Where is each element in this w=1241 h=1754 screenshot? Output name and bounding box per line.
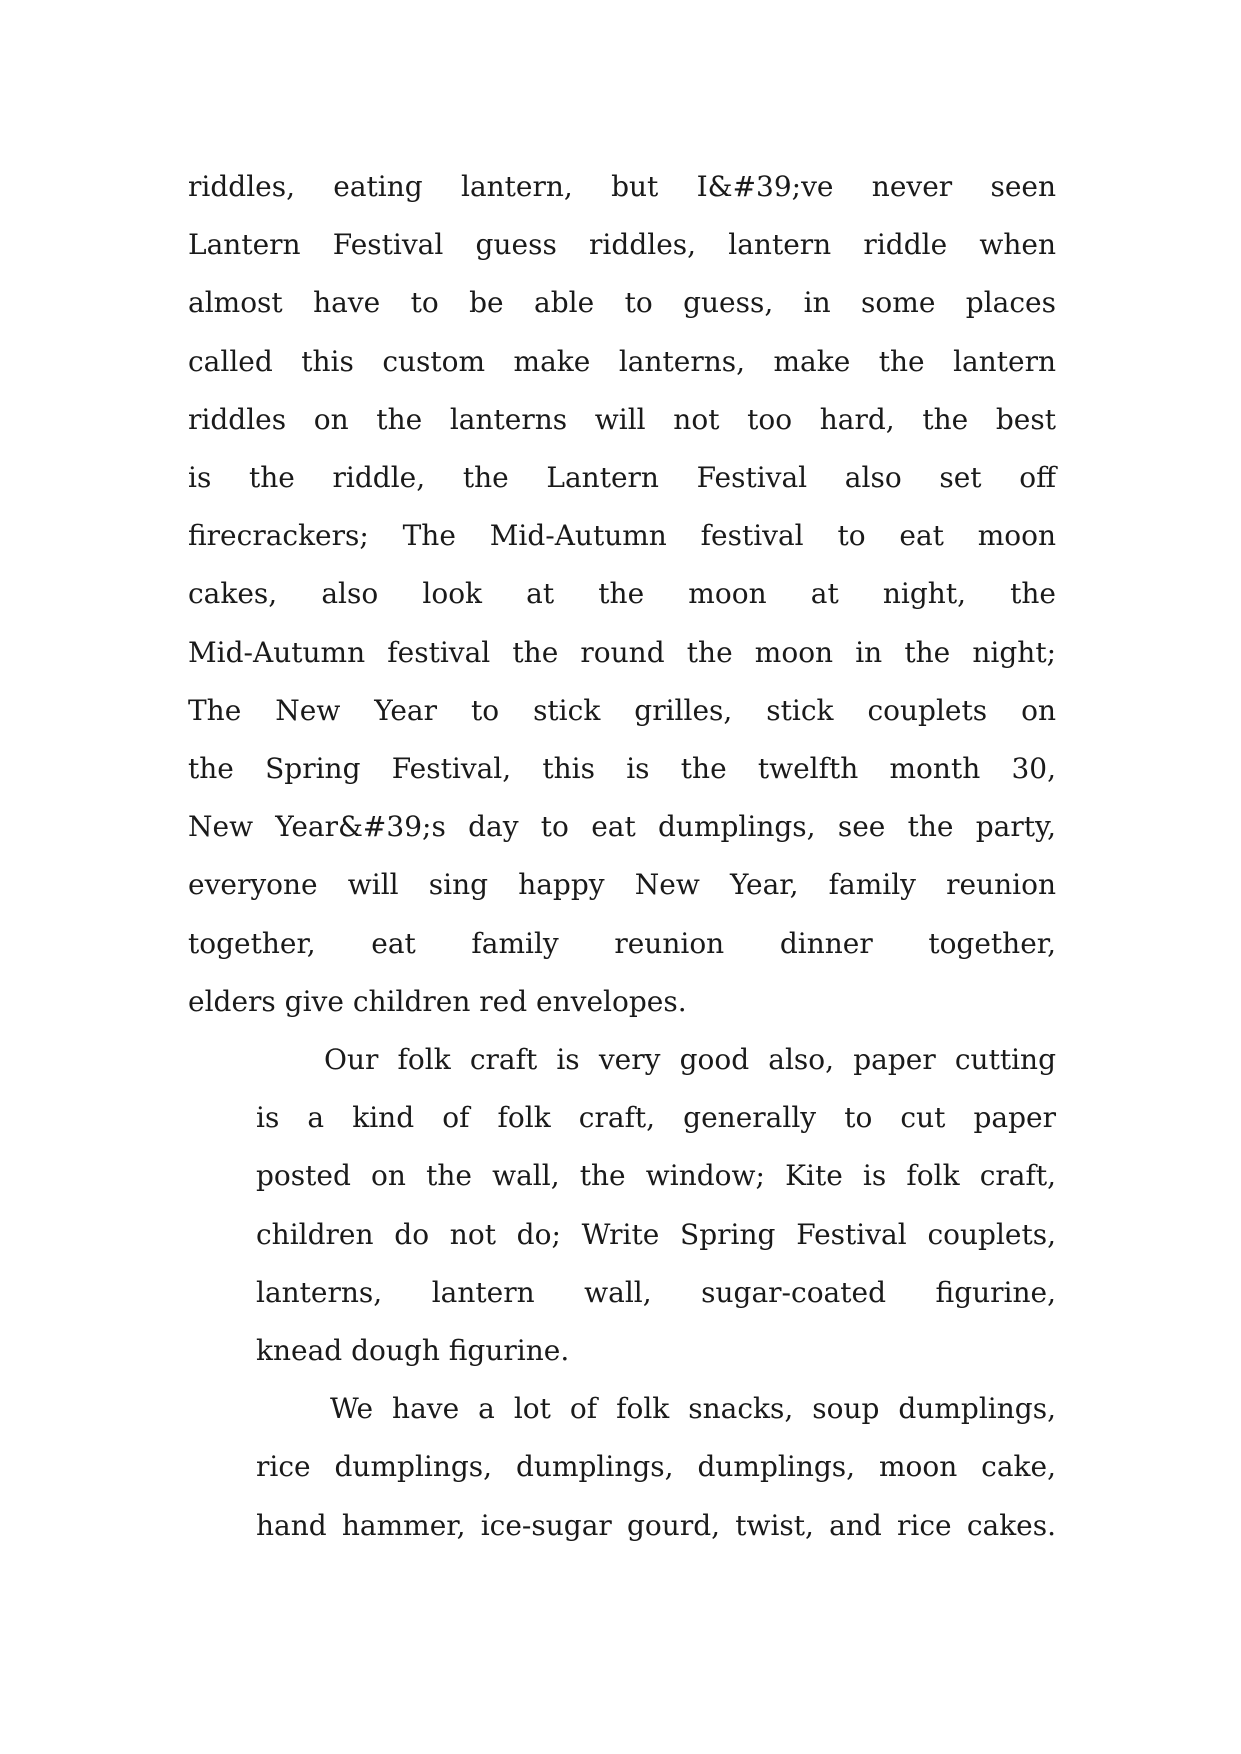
text-line: is the riddle, the Lantern Festival also set off: [188, 461, 1056, 495]
paragraph-folk-craft: [188, 1031, 1056, 1380]
text-line: cakes, also look at the moon at night, the: [188, 577, 1056, 611]
text-line: riddles, eating lantern, but I&#39;ve never seen: [188, 170, 1056, 203]
text-line: elders give children red envelopes.: [188, 984, 687, 1018]
text-line: lanterns, lantern wall, sugar-coated figurine,: [256, 1275, 1056, 1309]
text-line: posted on the wall, the window; Kite is folk craft,: [256, 1159, 1056, 1193]
text-line: rice dumplings, dumplings, dumplings, moon cake,: [256, 1450, 1056, 1484]
text-line: together, eat family reunion dinner together,: [188, 926, 1056, 960]
text-line: Mid-Autumn festival the round the moon in the night;: [188, 635, 1056, 669]
text-line: everyone will sing happy New Year, family reunion: [188, 868, 1056, 902]
text-line: is a kind of folk craft, generally to cut paper: [256, 1101, 1056, 1135]
text-line: riddles on the lanterns will not too hard, the best: [188, 402, 1056, 436]
text-line: knead dough figurine.: [256, 1334, 570, 1368]
text-line: almost have to be able to guess, in some places: [188, 286, 1056, 320]
text-line: The New Year to stick grilles, stick couplets on: [188, 693, 1056, 727]
text-line: the Spring Festival, this is the twelfth month 30,: [188, 752, 1056, 786]
paragraph-festivals: [188, 158, 1056, 1031]
text-line: Our folk craft is very good also, paper cutting: [324, 1043, 1056, 1077]
text-line: We have a lot of folk snacks, soup dumplings,: [330, 1392, 1056, 1426]
text-line: New Year&#39;s day to eat dumplings, see the party,: [188, 810, 1056, 844]
paragraph-folk-snacks: [188, 1380, 1056, 1555]
text-line: Lantern Festival guess riddles, lantern riddle when: [188, 228, 1056, 262]
text-line: hand hammer, ice-sugar gourd, twist, and rice cakes.: [256, 1508, 1056, 1542]
document-body: [188, 158, 1056, 1555]
text-line: children do not do; Write Spring Festival couplets,: [256, 1217, 1056, 1251]
text-line: called this custom make lanterns, make the lantern: [188, 344, 1056, 378]
text-line: firecrackers; The Mid-Autumn festival to eat moon: [188, 519, 1056, 553]
